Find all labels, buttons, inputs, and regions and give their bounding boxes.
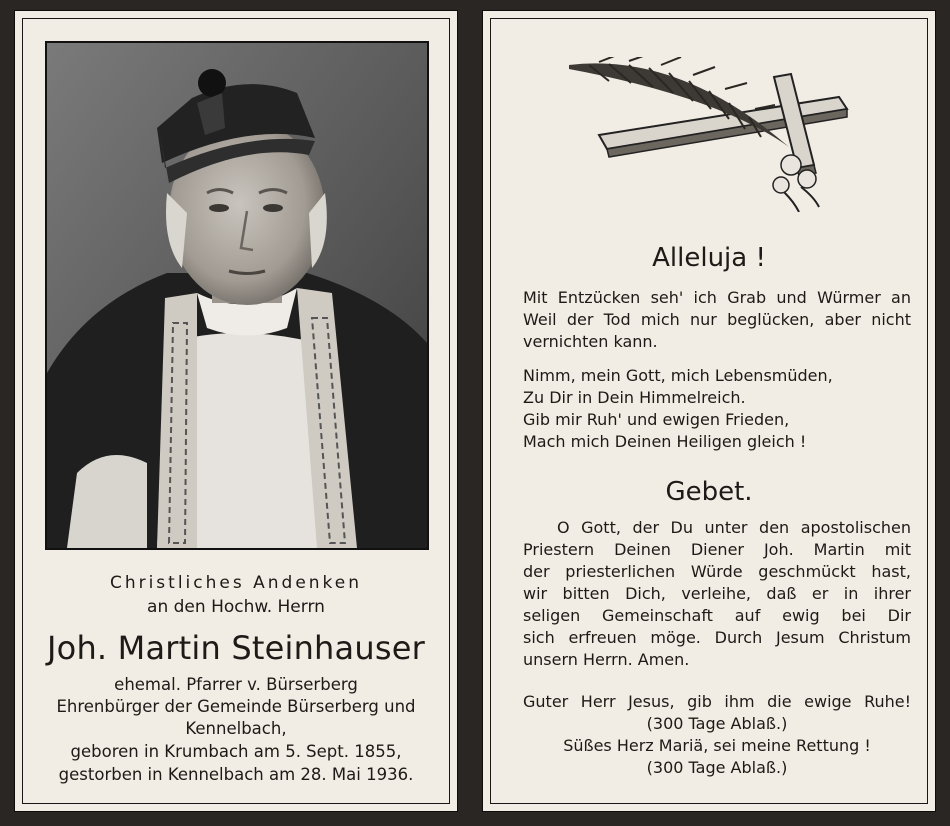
cross-and-palm-icon: [569, 57, 859, 212]
right-card: [482, 10, 936, 812]
verse-line: Nimm, mein Gott, mich Lebensmüden,: [523, 366, 833, 385]
indulgence-note: (300 Tage Ablaß.): [646, 714, 788, 733]
prayer-line: seligen Gemeinschaft auf ewig bei Dir: [523, 606, 911, 625]
death-line: gestorben in Kennelbach am 28. Mai 1936.: [58, 765, 414, 784]
verse-line: Zu Dir in Dein Himmelreich.: [523, 388, 746, 407]
former-role-line: ehemal. Pfarrer v. Bürserberg: [114, 675, 358, 694]
prayer-line: O Gott, der Du unter den apostolischen: [557, 518, 911, 537]
gebet-heading: Gebet.: [665, 477, 753, 507]
alleluja-line: Mit Entzücken seh' ich Grab und Würmer an: [523, 288, 911, 307]
memorial-intro-line: Christliches Andenken: [109, 573, 363, 593]
prayer-line: unsern Herrn. Amen.: [523, 650, 690, 669]
alleluja-heading: Alleluja !: [652, 243, 766, 273]
honorary-citizen-line: Ehrenbürger der Gemeinde Bürserberg und: [56, 697, 416, 716]
prayer-line: sich erfreuen möge. Durch Jesum Christum: [523, 628, 911, 647]
birth-line: geboren in Krumbach am 5. Sept. 1855,: [70, 742, 402, 761]
deceased-name: Joh. Martin Steinhauser: [47, 629, 425, 667]
honorary-citizen-line2: Kennelbach,: [185, 719, 287, 738]
invocation-jesus: Guter Herr Jesus, gib ihm die ewige Ruhe!: [523, 692, 911, 711]
verse-line: Gib mir Ruh' und ewigen Frieden,: [523, 410, 790, 429]
invocation-mary: Süßes Herz Mariä, sei meine Rettung !: [563, 736, 871, 755]
memorial-intro-line2: an den Hochw. Herrn: [147, 597, 325, 617]
prayer-line: Priestern Deinen Diener Joh. Martin mit: [523, 540, 911, 559]
indulgence-note: (300 Tage Ablaß.): [646, 758, 788, 777]
verse-text: [523, 365, 911, 453]
invocations: [523, 691, 911, 779]
prayer-line: der priesterlichen Würde geschmückt hast,: [523, 562, 911, 581]
verse-line: Mach mich Deinen Heiligen gleich !: [523, 432, 807, 451]
prayer-line: wir bitten Dich, verleihe, daß er in ihrer: [523, 584, 911, 603]
prayer-text: [523, 517, 911, 671]
priest-portrait-photo: [45, 41, 429, 550]
alleluja-text: [523, 287, 911, 353]
alleluja-line: Weil der Tod mich nur beglücken, aber nicht: [523, 310, 911, 329]
alleluja-line: vernichten kann.: [523, 332, 658, 351]
left-card: [14, 10, 458, 812]
